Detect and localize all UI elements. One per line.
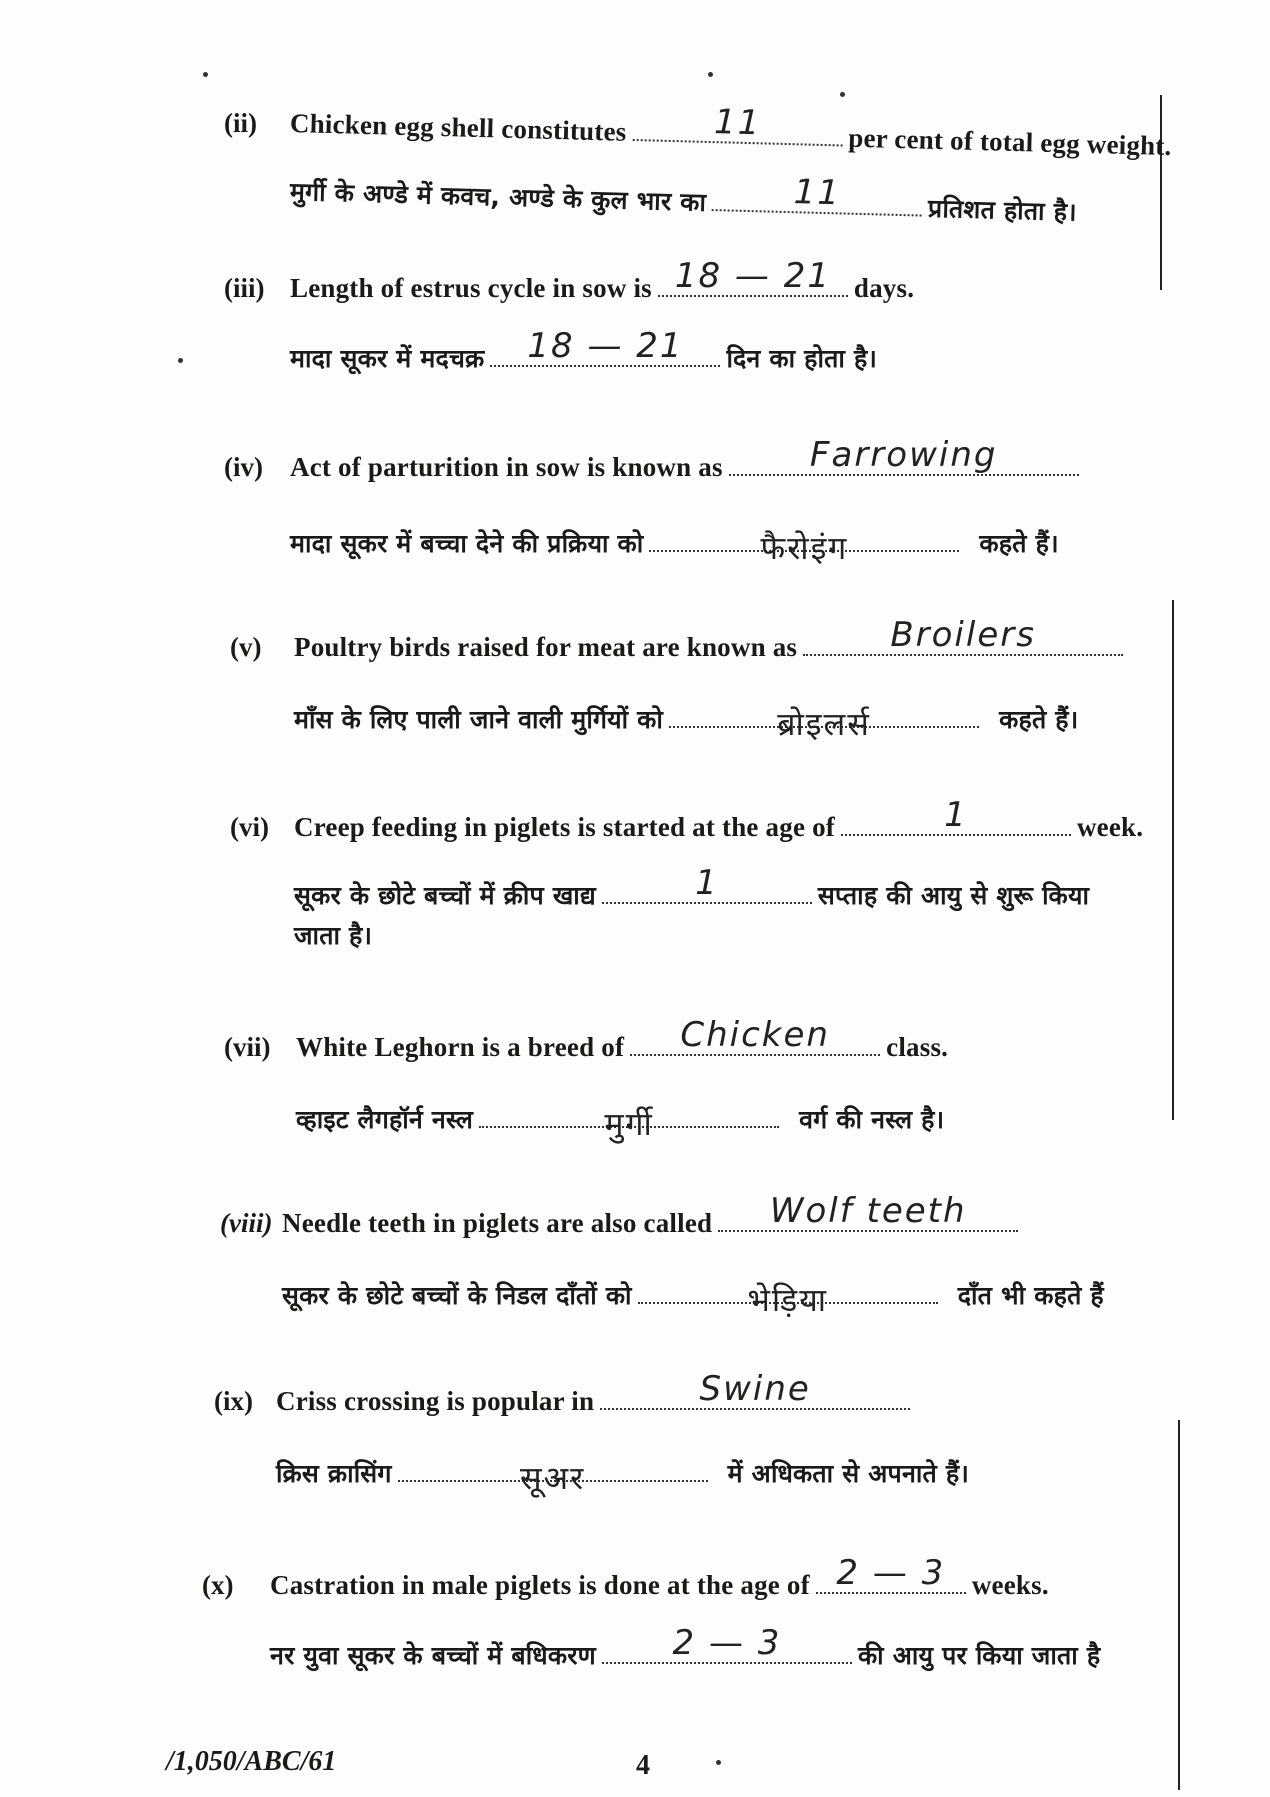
question-text: Poultry birds raised for meat are known as — [294, 632, 798, 662]
question-text: सूकर के छोटे बच्चों में क्रीप खाद्य — [294, 881, 596, 910]
question-text: दिन का होता है। — [726, 344, 878, 373]
handwritten-answer: सूअर — [520, 1459, 586, 1497]
speck — [716, 1760, 721, 1765]
margin-line — [1172, 600, 1174, 1120]
hindi-line — [290, 526, 1059, 567]
english-line — [276, 1369, 916, 1417]
handwritten-answer: 11 — [713, 102, 762, 144]
handwritten-answer: भेड़िया — [747, 1281, 829, 1319]
handwritten-answer: 2 — 3 — [836, 1553, 946, 1593]
question-text: week. — [1076, 812, 1144, 842]
handwritten-answer: 11 — [793, 172, 842, 214]
question-number: (ii) — [224, 108, 257, 138]
answer-blank[interactable] — [649, 529, 959, 567]
hindi-line — [294, 702, 1079, 743]
question-text: class. — [886, 1032, 949, 1062]
handwritten-answer: 2 — 3 — [672, 1623, 782, 1663]
question-text: वर्ग की नस्ल है। — [799, 1105, 945, 1134]
question-text: Castration in male piglets is done at the age of — [270, 1570, 810, 1600]
question-text: Needle teeth in piglets are also called — [282, 1208, 713, 1238]
speck — [178, 358, 183, 363]
handwritten-answer: Wolf teeth — [769, 1191, 967, 1231]
english-line — [294, 795, 1144, 843]
question-text: मादा सूकर में मदचक्र — [290, 344, 485, 373]
question-number: (iii) — [224, 273, 265, 303]
speck — [708, 72, 713, 77]
question-text: per cent of total egg weight. — [847, 122, 1172, 162]
question-text: सप्ताह की आयु से शुरू किया — [817, 881, 1090, 910]
question-number: (ix) — [214, 1386, 253, 1416]
question-text: days. — [853, 273, 915, 303]
handwritten-answer: मुर्गी — [604, 1105, 654, 1143]
answer-blank[interactable] — [398, 1459, 708, 1497]
question-text: में अधिकता से अपनाते हैं। — [727, 1459, 969, 1488]
english-line — [290, 435, 1085, 483]
handwritten-answer: 1 — [695, 863, 719, 903]
paper-code: /1,050/ABC/61 — [166, 1746, 337, 1777]
question-text: जाता है। — [294, 921, 373, 950]
question-text: व्हाइट लैगहॉर्न नस्ल — [296, 1105, 474, 1134]
question-text: Chicken egg shell constitutes — [289, 108, 627, 147]
answer-blank[interactable] — [490, 326, 720, 367]
english-line — [270, 1553, 1049, 1601]
hindi-line — [282, 1278, 1104, 1319]
question-text: प्रतिशत होता है। — [927, 193, 1078, 227]
handwritten-answer: Swine — [699, 1369, 811, 1409]
question-text: दाँत भी कहते हैं — [957, 1281, 1104, 1310]
hindi-line — [290, 326, 878, 375]
hindi-line — [276, 1456, 969, 1497]
question-text: माँस के लिए पाली जाने वाली मुर्गियों को — [294, 705, 664, 734]
question-text: Creep feeding in piglets is started at the age of — [294, 812, 835, 842]
answer-blank[interactable] — [602, 1623, 852, 1664]
handwritten-answer: Chicken — [680, 1015, 830, 1055]
question-number: (viii) — [220, 1208, 273, 1238]
english-line — [296, 1015, 949, 1063]
question-text: कहते हैं। — [979, 529, 1059, 558]
handwritten-answer: ब्रोइलर्स — [777, 705, 871, 743]
answer-blank[interactable] — [712, 172, 922, 216]
hindi-line — [270, 1623, 1101, 1672]
answer-blank[interactable] — [718, 1191, 1018, 1232]
answer-blank[interactable] — [729, 435, 1079, 476]
question-text: की आयु पर किया जाता है — [857, 1641, 1101, 1670]
question-text: मादा सूकर में बच्चा देने की प्रक्रिया को — [290, 529, 644, 558]
page-number: 4 — [636, 1750, 650, 1781]
question-number: (v) — [230, 632, 262, 662]
question-text: Criss crossing is popular in — [276, 1386, 595, 1416]
question-number: (vi) — [230, 812, 269, 842]
question-number: (iv) — [224, 452, 263, 482]
answer-blank[interactable] — [638, 1281, 938, 1319]
hindi-line — [290, 174, 1078, 229]
question-text: कहते हैं। — [999, 705, 1079, 734]
hindi-line-continued — [294, 918, 372, 952]
answer-blank[interactable] — [600, 1369, 910, 1410]
question-number: (x) — [202, 1570, 234, 1600]
english-line — [289, 102, 1172, 162]
answer-blank[interactable] — [602, 863, 812, 904]
question-number: (vii) — [224, 1032, 271, 1062]
margin-line — [1160, 95, 1162, 290]
question-text: Length of estrus cycle in sow is — [290, 273, 652, 303]
answer-blank[interactable] — [658, 256, 848, 297]
speck — [203, 72, 208, 77]
question-text: Act of parturition in sow is known as — [290, 452, 723, 482]
answer-blank[interactable] — [841, 795, 1071, 836]
handwritten-answer: फैरोइंग — [760, 529, 849, 567]
english-line — [290, 256, 915, 304]
hindi-line — [294, 863, 1090, 912]
english-line — [282, 1191, 1024, 1239]
english-line — [294, 615, 1129, 663]
answer-blank[interactable] — [669, 705, 979, 743]
question-text: सूकर के छोटे बच्चों के निडल दाँतों को — [282, 1281, 632, 1310]
handwritten-answer: Broilers — [890, 615, 1036, 655]
speck — [840, 92, 845, 97]
handwritten-answer: 1 — [944, 795, 968, 835]
hindi-line — [296, 1102, 945, 1143]
question-text: weeks. — [971, 1570, 1049, 1600]
answer-blank[interactable] — [632, 102, 842, 146]
handwritten-answer: 18 — 21 — [674, 256, 831, 296]
margin-line — [1178, 1420, 1180, 1790]
handwritten-answer: Farrowing — [809, 435, 998, 475]
answer-blank[interactable] — [630, 1015, 880, 1056]
handwritten-answer: 18 — 21 — [527, 326, 684, 366]
question-text: क्रिस क्रासिंग — [276, 1459, 392, 1488]
answer-blank[interactable] — [803, 615, 1123, 656]
answer-blank[interactable] — [816, 1553, 966, 1594]
answer-blank[interactable] — [479, 1105, 779, 1143]
question-text: मुर्गी के अण्डे में कवच, अण्डे के कुल भार का — [289, 177, 707, 217]
question-text: White Leghorn is a breed of — [296, 1032, 625, 1062]
question-text: नर युवा सूकर के बच्चों में बधिकरण — [270, 1641, 596, 1670]
